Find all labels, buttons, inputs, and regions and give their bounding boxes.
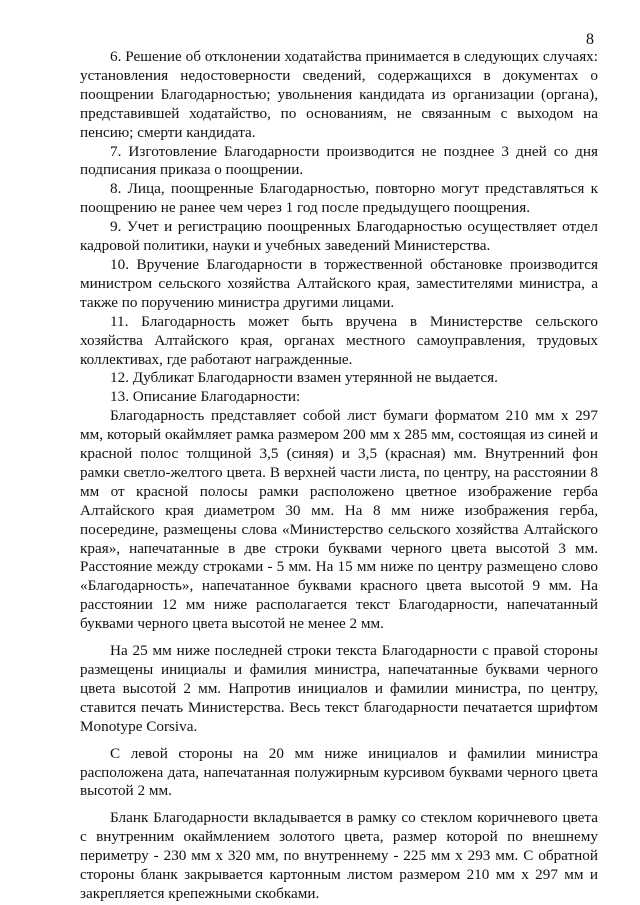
paragraph-7-production-deadline: 7. Изготовление Благодарности производится не позднее 3 дней со дня подписания приказа о поощрении. — [80, 142, 598, 179]
paragraph-12-duplicate: 12. Дубликат Благодарности взамен утерянной не выдается. — [110, 369, 498, 387]
paragraph-description-minister: На 25 мм ниже последней строки текста Благодарности с правой стороны размещены инициалы и фамилия министра, напечатанные буквами черного цвета высотой 2 мм. Напротив инициалов и фамилии министра, по центру, ставится печать Министерства. Весь текст благодарности печатается шрифтом Monotype Corsiva. — [80, 642, 598, 735]
paragraph-10-presentation: 10. Вручение Благодарности в торжественной обстановке производится министром сельского хозяйства Алтайского края, заместителями министра, а также по поручению министра другими лицами. — [80, 255, 598, 311]
paragraph-description-frame: Бланк Благодарности вкладывается в рамку со стеклом коричневого цвета с внутренним окаймлением золотого цвета, размер которой по внешнему периметру - 230 мм х 320 мм, по внутреннему - 225 мм х 293 мм. С обратной стороны бланк закрывается картонным листом размером 210 мм х 297 мм и закрепляется крепежными скобками. — [80, 809, 598, 902]
page-number: 8 — [586, 31, 594, 48]
paragraph-9-registration: 9. Учет и регистрацию поощренных Благодарностью осуществляет отдел кадровой политики, науки и учебных заведений Министерства. — [80, 218, 598, 255]
paragraph-11-presentation-places: 11. Благодарность может быть вручена в Министерстве сельского хозяйства Алтайского края, органах местного самоуправления, трудовых коллективах, где работают награжденные. — [80, 312, 598, 368]
paragraph-13-description-heading: 13. Описание Благодарности: — [110, 388, 301, 406]
paragraph-6-rejection-cases: 6. Решение об отклонении ходатайства принимается в следующих случаях: установления недостоверности сведений, содержащихся в документах о поощрении Благодарностью; увольнения кандидата из организации (органа), представившей ходатайство, по основаниям, не связанным с выходом на пенсию; смерти кандидата. — [80, 48, 598, 141]
paragraph-8-repeat-award: 8. Лица, поощренные Благодарностью, повторно могут представляться к поощрению не ранее чем через 1 год после предыдущего поощрения. — [80, 180, 598, 217]
paragraph-description-sheet: Благодарность представляет собой лист бумаги форматом 210 мм х 297 мм, который окаймляет рамка размером 200 мм х 285 мм, состоящая из синей и красной полос толщиной 3,5 (синяя) и 3,5 (красная) мм. Внутренний фон рамки светло-желтого цвета. В верхней части листа, по центру, на расстоянии 8 мм от красной полосы рамки расположено цветное изображение герба Алтайского края диаметром 30 мм. На 8 мм ниже изображения герба, посередине, размещены слова «Министерство сельского хозяйства Алтайского края», напечатанные в две строки буквами черного цвета высотой 3 мм. Расстояние между строками - 5 мм. На 15 мм ниже по центру размещено слово «Благодарность», напечатанное буквами красного цвета высотой 9 мм. На расстоянии 12 мм ниже располагается текст Благодарности, напечатанный буквами черного цвета высотой не менее 2 мм. — [80, 407, 598, 633]
paragraph-description-date: С левой стороны на 20 мм ниже инициалов и фамилии министра расположена дата, напечатанная полужирным курсивом буквами черного цвета высотой 2 мм. — [80, 744, 598, 800]
document-body — [80, 48, 598, 904]
